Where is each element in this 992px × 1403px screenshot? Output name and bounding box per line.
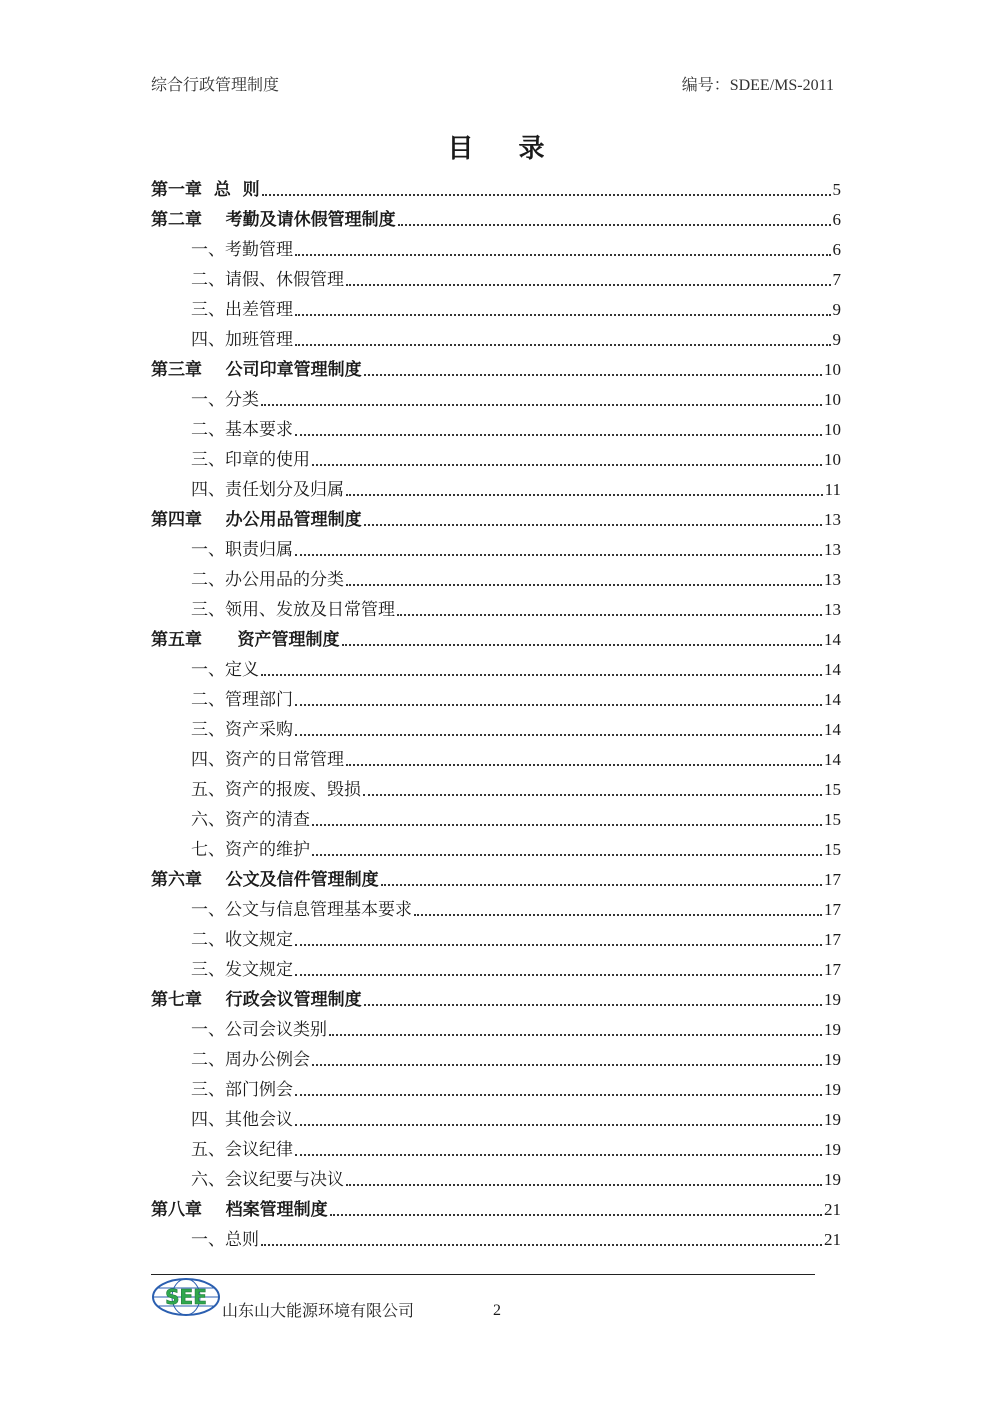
toc-entry-label: 一、分类: [191, 390, 259, 410]
toc-section-entry[interactable]: [151, 415, 841, 445]
toc-entry-page: 9: [832, 330, 841, 349]
toc-section-entry[interactable]: [151, 295, 841, 325]
toc-entry-page: 19: [824, 1140, 841, 1159]
toc-entry-page: 19: [824, 1080, 841, 1099]
toc-dot-leader: [397, 614, 822, 616]
toc-chapter-entry[interactable]: [151, 865, 841, 895]
toc-section-entry[interactable]: [151, 325, 841, 355]
toc-dot-leader: [295, 1124, 822, 1126]
toc-section-entry[interactable]: [151, 1225, 841, 1255]
toc-chapter-entry[interactable]: [151, 985, 841, 1015]
toc-section-entry[interactable]: [151, 445, 841, 475]
toc-entry-label: 一、公文与信息管理基本要求: [191, 900, 412, 920]
toc-section-entry[interactable]: [151, 475, 841, 505]
toc-entry-page: 5: [832, 180, 841, 199]
toc-section-entry[interactable]: [151, 805, 841, 835]
toc-entry-page: 13: [824, 570, 841, 589]
toc-entry-label: 第二章 考勤及请休假管理制度: [151, 210, 396, 230]
toc-dot-leader: [295, 734, 822, 736]
toc-entry-page: 11: [824, 480, 841, 499]
toc-dot-leader: [295, 944, 822, 946]
toc-dot-leader: [381, 884, 822, 886]
toc-entry-label: 二、收文规定: [191, 930, 293, 950]
toc-entry-page: 14: [824, 630, 841, 649]
toc-dot-leader: [364, 374, 822, 376]
toc-section-entry[interactable]: [151, 535, 841, 565]
toc-chapter-entry[interactable]: [151, 625, 841, 655]
toc-entry-label: 三、发文规定: [191, 960, 293, 980]
toc-chapter-entry[interactable]: [151, 205, 841, 235]
toc-section-entry[interactable]: [151, 1015, 841, 1045]
toc-entry-label: 二、管理部门: [191, 690, 293, 710]
toc-section-entry[interactable]: [151, 1075, 841, 1105]
toc-entry-page: 17: [824, 960, 841, 979]
toc-dot-leader: [295, 434, 822, 436]
toc-dot-leader: [295, 974, 822, 976]
toc-entry-page: 19: [824, 990, 841, 1009]
toc-entry-label: 第四章 办公用品管理制度: [151, 510, 362, 530]
toc-entry-page: 19: [824, 1050, 841, 1069]
toc-entry-page: 17: [824, 900, 841, 919]
toc-entry-label: 第五章 资产管理制度: [151, 630, 340, 650]
toc-chapter-entry[interactable]: [151, 175, 841, 205]
toc-chapter-entry[interactable]: [151, 1195, 841, 1225]
toc-dot-leader: [261, 404, 822, 406]
toc-entry-page: 14: [824, 720, 841, 739]
toc-chapter-entry[interactable]: [151, 505, 841, 535]
toc-dot-leader: [414, 914, 822, 916]
document-code: 编号：SDEE/MS-2011: [681, 77, 834, 94]
toc-dot-leader: [295, 254, 831, 256]
toc-section-entry[interactable]: [151, 1165, 841, 1195]
toc-entry-page: 10: [824, 450, 841, 469]
toc-entry-label: 一、职责归属: [191, 540, 293, 560]
toc-dot-leader: [398, 224, 831, 226]
toc-entry-label: 第七章 行政会议管理制度: [151, 990, 362, 1010]
toc-dot-leader: [342, 644, 822, 646]
toc-entry-page: 19: [824, 1170, 841, 1189]
toc-entry-page: 10: [824, 420, 841, 439]
toc-entry-label: 第八章 档案管理制度: [151, 1200, 328, 1220]
toc-section-entry[interactable]: [151, 655, 841, 685]
toc-entry-label: 第六章 公文及信件管理制度: [151, 870, 379, 890]
toc-section-entry[interactable]: [151, 895, 841, 925]
toc-entry-page: 14: [824, 750, 841, 769]
toc-entry-label: 三、资产采购: [191, 720, 293, 740]
toc-entry-label: 七、资产的维护: [191, 840, 310, 860]
toc-dot-leader: [312, 854, 822, 856]
toc-dot-leader: [261, 674, 822, 676]
toc-entry-page: 9: [832, 300, 841, 319]
toc-heading: 目 录: [447, 134, 563, 164]
toc-dot-leader: [295, 314, 831, 316]
toc-entry-label: 四、加班管理: [191, 330, 293, 350]
toc-entry-page: 15: [824, 840, 841, 859]
toc-section-entry[interactable]: [151, 715, 841, 745]
toc-section-entry[interactable]: [151, 685, 841, 715]
toc-section-entry[interactable]: [151, 565, 841, 595]
logo-lettering: SEE: [165, 1285, 207, 1309]
toc-section-entry[interactable]: [151, 745, 841, 775]
toc-dot-leader: [346, 764, 822, 766]
toc-section-entry[interactable]: [151, 1135, 841, 1165]
company-logo: [151, 1276, 221, 1318]
toc-entry-page: 13: [824, 600, 841, 619]
toc-dot-leader: [295, 554, 822, 556]
toc-entry-label: 四、其他会议: [191, 1110, 293, 1130]
toc-dot-leader: [295, 344, 831, 346]
toc-entry-page: 7: [832, 270, 841, 289]
toc-dot-leader: [295, 1154, 822, 1156]
toc-entry-label: 第一章 总 则: [151, 180, 260, 200]
toc-entry-label: 四、责任划分及归属: [191, 480, 344, 500]
toc-section-entry[interactable]: [151, 775, 841, 805]
toc-entry-label: 四、资产的日常管理: [191, 750, 344, 770]
toc-dot-leader: [364, 524, 822, 526]
toc-dot-leader: [312, 824, 822, 826]
toc-entry-page: 10: [824, 390, 841, 409]
toc-dot-leader: [346, 284, 831, 286]
toc-entry-page: 19: [824, 1110, 841, 1129]
toc-entry-label: 六、资产的清查: [191, 810, 310, 830]
toc-chapter-entry[interactable]: [151, 355, 841, 385]
toc-entry-label: 二、周办公例会: [191, 1050, 310, 1070]
toc-entry-page: 21: [824, 1200, 841, 1219]
toc-entry-page: 14: [824, 690, 841, 709]
company-name: 山东山大能源环境有限公司: [222, 1301, 415, 1320]
toc-entry-page: 21: [824, 1230, 841, 1249]
toc-entry-label: 一、公司会议类别: [191, 1020, 327, 1040]
toc-entry-page: 10: [824, 360, 841, 379]
toc-section-entry[interactable]: [151, 265, 841, 295]
toc-entry-label: 二、请假、休假管理: [191, 270, 344, 290]
footer-divider: [151, 1274, 815, 1275]
toc-section-entry[interactable]: [151, 1045, 841, 1075]
toc-dot-leader: [364, 1004, 822, 1006]
toc-section-entry[interactable]: [151, 385, 841, 415]
toc-entry-label: 第三章 公司印章管理制度: [151, 360, 362, 380]
toc-entry-label: 一、总则: [191, 1230, 259, 1250]
toc-dot-leader: [312, 1064, 822, 1066]
toc-entry-label: 二、基本要求: [191, 420, 293, 440]
toc-entry-page: 15: [824, 810, 841, 829]
toc-dot-leader: [346, 1184, 822, 1186]
toc-section-entry[interactable]: [151, 235, 841, 265]
toc-dot-leader: [262, 194, 831, 196]
toc-entry-page: 19: [824, 1020, 841, 1039]
toc-section-entry[interactable]: [151, 835, 841, 865]
toc-entry-label: 一、考勤管理: [191, 240, 293, 260]
toc-dot-leader: [261, 1244, 822, 1246]
toc-entry-page: 6: [832, 210, 841, 229]
toc-dot-leader: [295, 1094, 822, 1096]
toc-dot-leader: [312, 464, 822, 466]
toc-entry-label: 三、部门例会: [191, 1080, 293, 1100]
toc-entry-label: 三、印章的使用: [191, 450, 310, 470]
document-title: 综合行政管理制度: [151, 75, 280, 94]
toc-entry-label: 五、会议纪律: [191, 1140, 293, 1160]
toc-section-entry[interactable]: [151, 595, 841, 625]
toc-section-entry[interactable]: [151, 925, 841, 955]
toc-entry-label: 一、定义: [191, 660, 259, 680]
toc-section-entry[interactable]: [151, 955, 841, 985]
toc-dot-leader: [330, 1214, 822, 1216]
toc-section-entry[interactable]: [151, 1105, 841, 1135]
toc-entry-label: 五、资产的报废、毁损: [191, 780, 361, 800]
toc-dot-leader: [329, 1034, 822, 1036]
toc-entry-label: 六、会议纪要与决议: [191, 1170, 344, 1190]
toc-entry-label: 二、办公用品的分类: [191, 570, 344, 590]
toc-dot-leader: [295, 704, 822, 706]
toc-entry-page: 6: [832, 240, 841, 259]
toc-entry-page: 17: [824, 870, 841, 889]
toc-entry-label: 三、出差管理: [191, 300, 293, 320]
page-number: 2: [493, 1302, 501, 1319]
toc-dot-leader: [346, 584, 822, 586]
toc-entry-page: 17: [824, 930, 841, 949]
table-of-contents: [151, 175, 841, 1255]
toc-entry-page: 14: [824, 660, 841, 679]
toc-entry-label: 三、领用、发放及日常管理: [191, 600, 395, 620]
toc-entry-page: 13: [824, 510, 841, 529]
toc-entry-page: 15: [824, 780, 841, 799]
toc-dot-leader: [346, 494, 823, 496]
toc-dot-leader: [363, 794, 822, 796]
toc-entry-page: 13: [824, 540, 841, 559]
